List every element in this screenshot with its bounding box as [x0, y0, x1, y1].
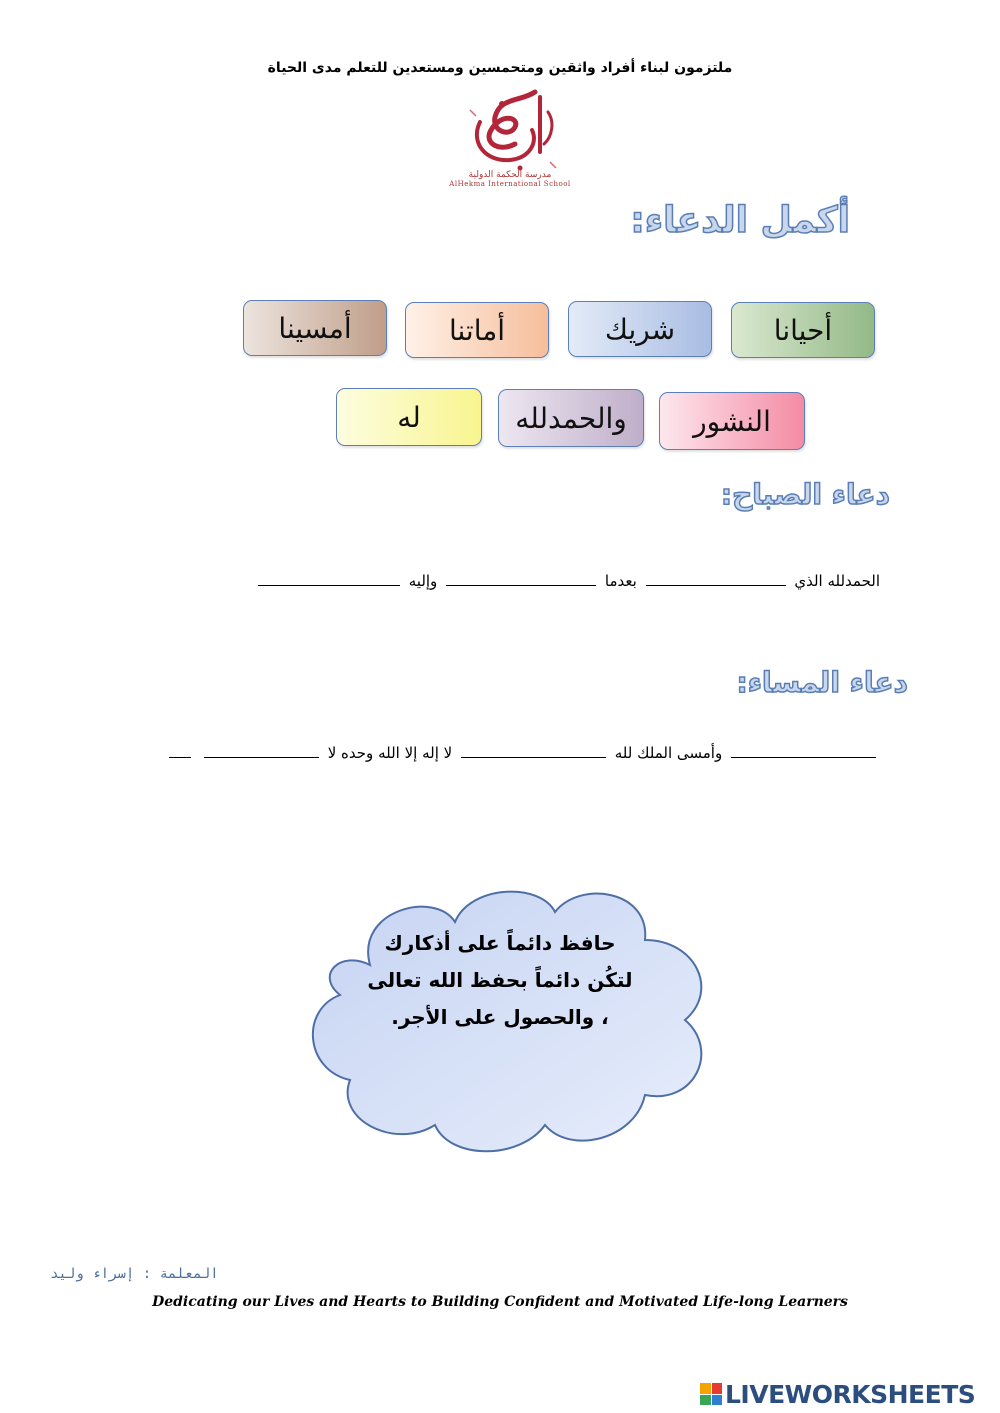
- teacher-name: المعلمة : إسراء وليد: [50, 1266, 219, 1282]
- morning-title: دعاء الصباح:: [720, 478, 890, 511]
- school-motto: Dedicating our Lives and Hearts to Building Confident and Motivated Life-long Learners: [152, 1294, 848, 1310]
- logo-subtitle: [440, 170, 580, 188]
- evening-blank-4[interactable]: [169, 749, 191, 758]
- word-tile-label: أمسينا: [278, 311, 352, 345]
- word-tile-label: والحمدلله: [515, 401, 627, 435]
- reminder-text: حافظ دائماً على أذكارك لتكُن دائماً بحفظ الله تعالى ، والحصول على الأجر.: [367, 931, 633, 1029]
- morning-blank-3[interactable]: [258, 577, 400, 586]
- evening-blank-2[interactable]: [461, 749, 606, 758]
- word-tile-lahu[interactable]: [336, 388, 482, 446]
- word-tile-label: أماتنا: [448, 313, 506, 347]
- evening-prayer-line: [140, 744, 880, 762]
- evening-text-1: وأمسى الملك لله: [614, 744, 723, 762]
- word-tile-amatana[interactable]: [405, 302, 549, 358]
- word-tile-label: له: [397, 400, 421, 434]
- liveworksheets-brand: [700, 1378, 1000, 1410]
- morning-blank-2[interactable]: [446, 577, 596, 586]
- evening-title: دعاء المساء:: [736, 666, 908, 699]
- logo-arabic-name: مدرسة الحكمة الدولية: [468, 170, 552, 180]
- morning-text-2: بعدما: [604, 572, 637, 590]
- main-title: أكمل الدعاء:: [630, 200, 850, 241]
- school-tagline: ملتزمون لبناء أفراد واثقين ومتحمسين ومستعدين للتعلم مدى الحياة: [267, 60, 733, 76]
- evening-blank-1[interactable]: [731, 749, 876, 758]
- logo-english-name: AlHekma International School: [449, 180, 571, 188]
- word-tile-annushoor[interactable]: [659, 392, 805, 450]
- liveworksheets-icon: [700, 1383, 722, 1405]
- word-tile-label: شريك: [604, 312, 676, 346]
- word-tile-label: النشور: [693, 404, 771, 438]
- liveworksheets-label: LIVEWORKSHEETS: [725, 1379, 976, 1409]
- morning-text-1: الحمدلله الذي: [794, 572, 880, 590]
- morning-blank-1[interactable]: [646, 577, 786, 586]
- word-tile-ahyana[interactable]: [731, 302, 875, 358]
- word-tile-label: أحيانا: [773, 313, 833, 347]
- word-tile-shareek[interactable]: [568, 301, 712, 357]
- word-tile-amsayna[interactable]: [243, 300, 387, 356]
- evening-text-2: لا إله إلا الله وحده لا: [327, 744, 453, 762]
- word-tile-walhamdulillah[interactable]: [498, 389, 644, 447]
- evening-blank-3[interactable]: [204, 749, 319, 758]
- morning-text-3: وإليه: [408, 572, 438, 590]
- morning-prayer-line: [220, 572, 880, 590]
